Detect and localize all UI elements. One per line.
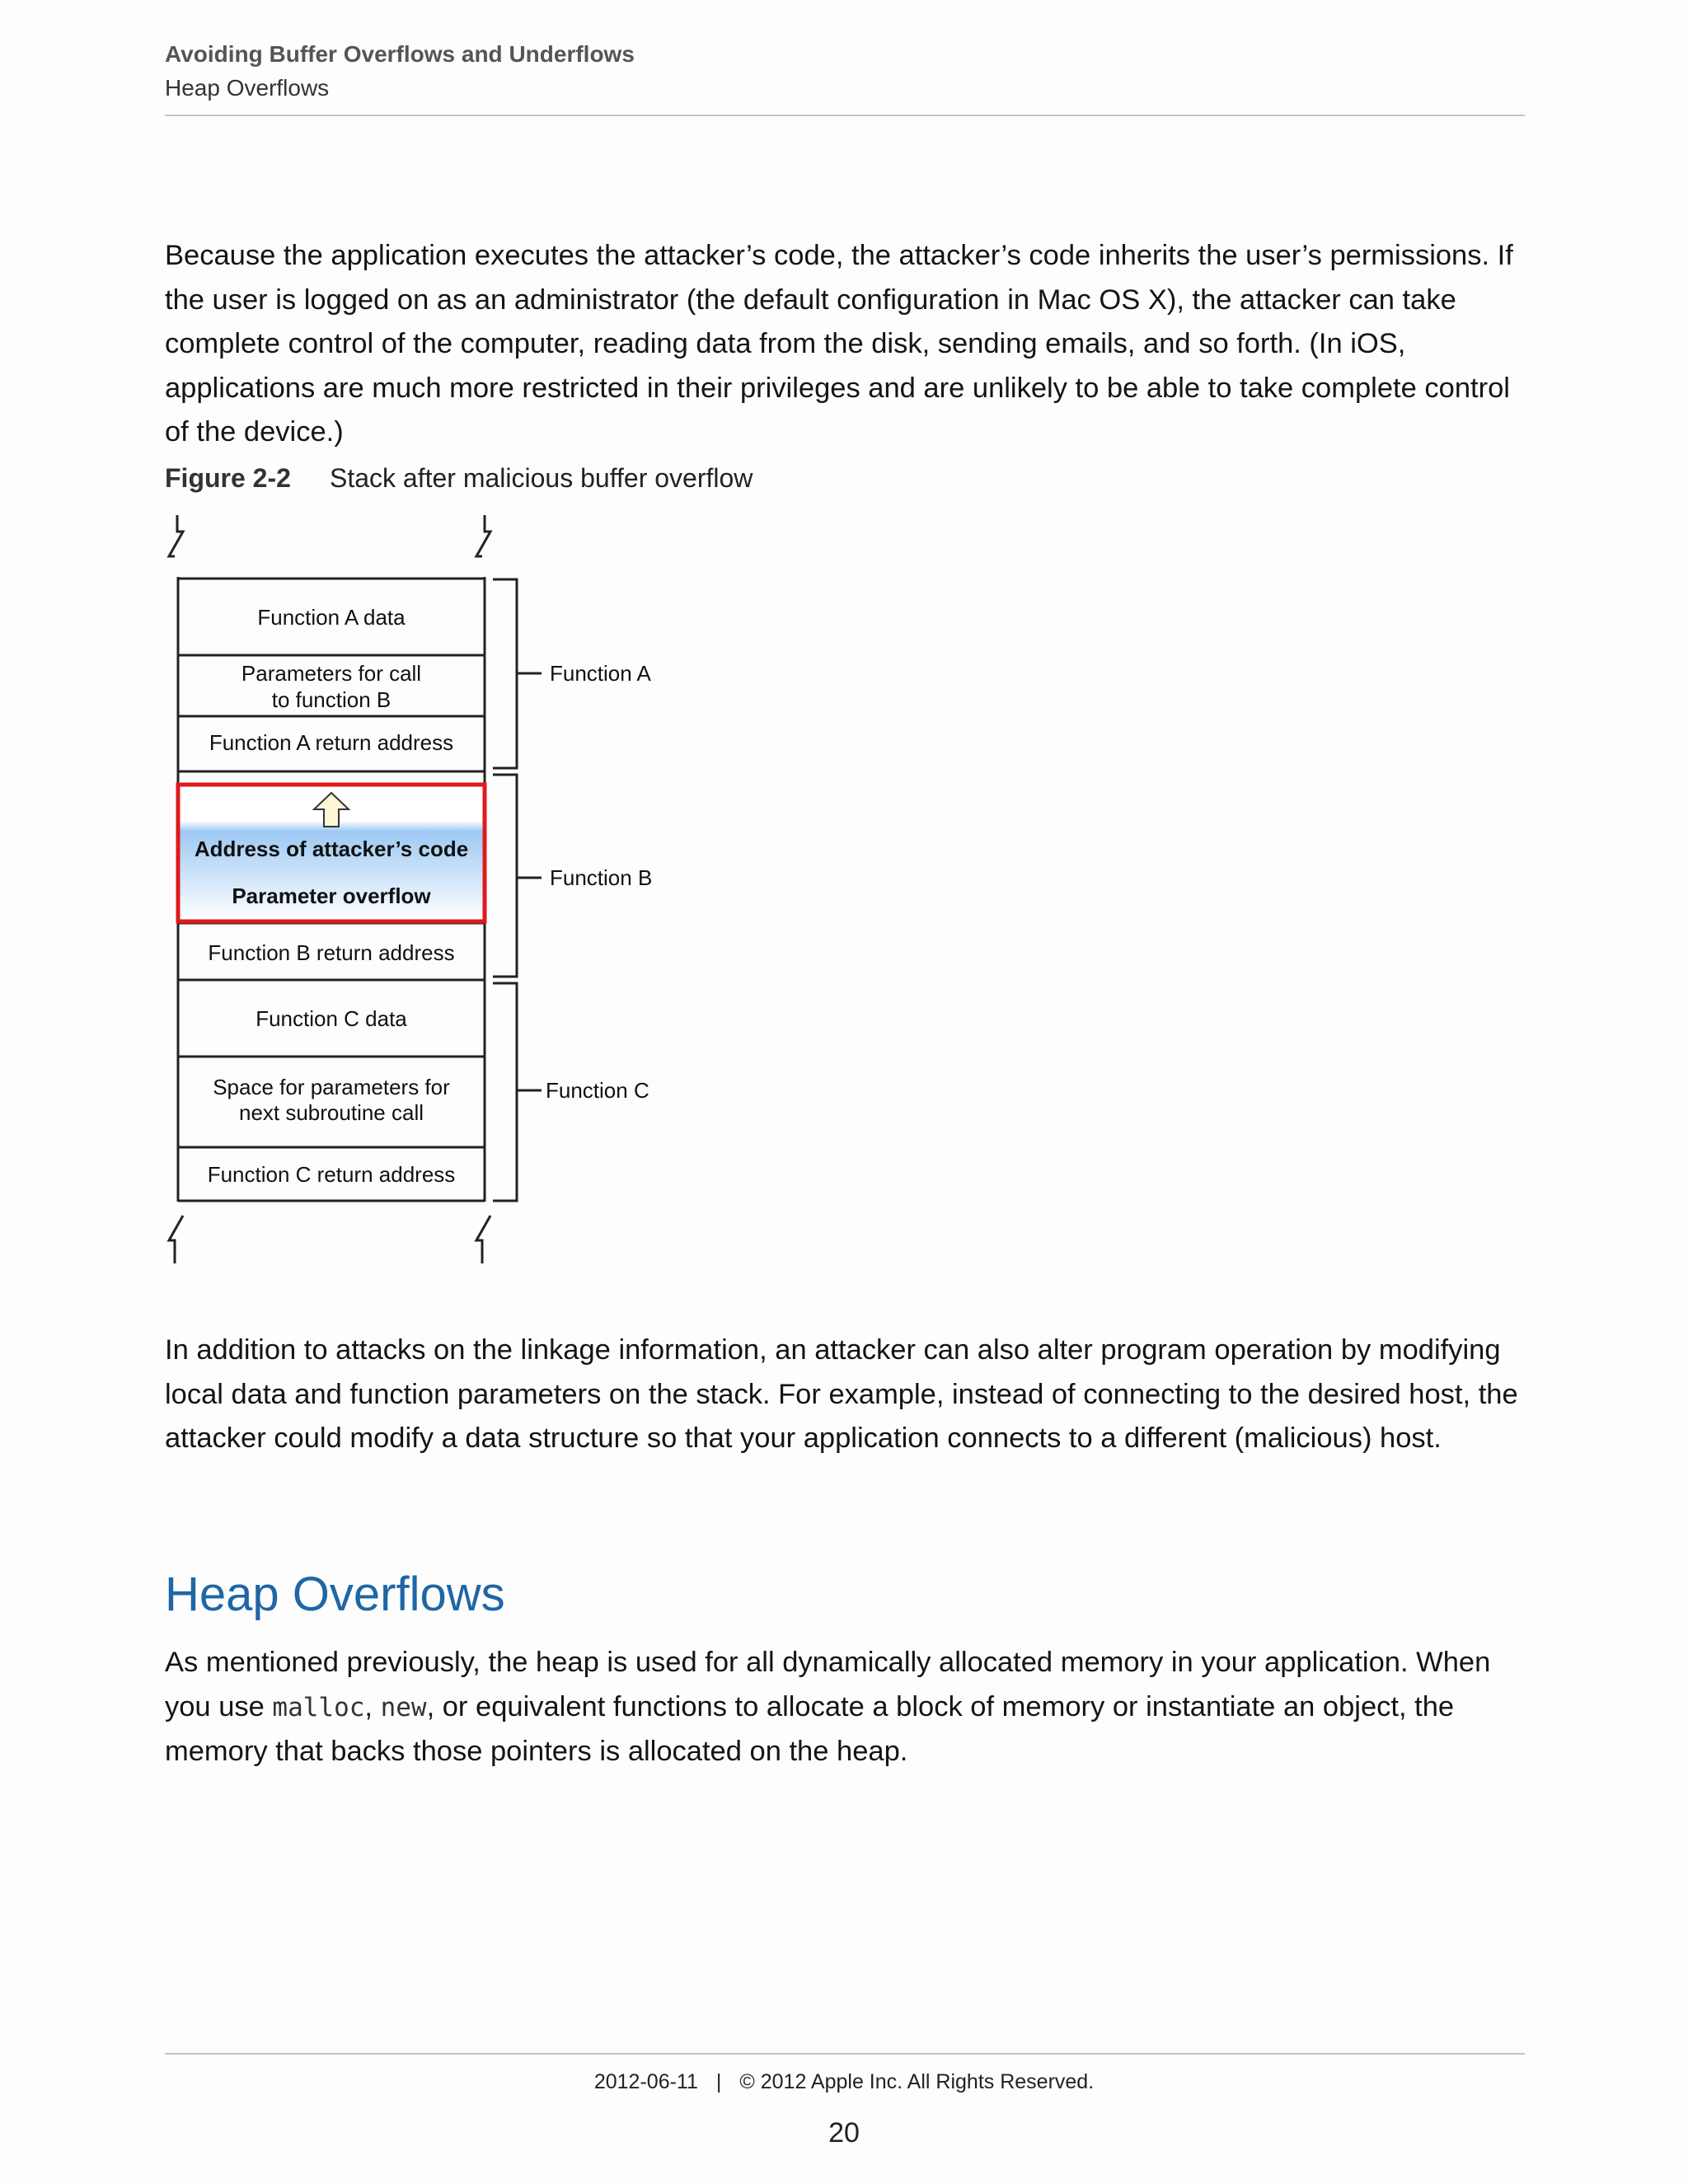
break-mark-bottom-left [169,1216,183,1263]
heading-heap-overflows: Heap Overflows [165,1568,505,1621]
cell-function-b-return: Function B return address [208,940,455,965]
cell-function-a-return: Function A return address [209,730,454,755]
footer-copyright: © 2012 Apple Inc. All Rights Reserved. [739,2070,1095,2093]
page-number: 20 [828,2117,860,2149]
footer [0,2067,1688,2097]
section-title: Heap Overflows [165,75,330,101]
cell-function-a-data: Function A data [257,605,406,630]
paragraph-permissions: Because the application executes the attacker’s code, the attacker’s code inherits the user’s permissions. If the user is logged on as an administrator (the default configuration in Mac OS X), the attacker can take complete control of the computer, reading data from the disk, sending emails, and so forth. (In iOS, applications are much more restricted in their privileges and are unlikely to be able to take complete control of the device.) [165,240,1513,448]
figure-number: Figure 2-2 [165,463,291,493]
paragraph-heap [165,1641,1525,1774]
chapter-title: Avoiding Buffer Overflows and Underflows [165,41,635,67]
paragraph-heap-text-1: As mentioned previously, the heap is used for all dynamically allocated memory in your application. When you use [165,1647,1491,1722]
function-brackets [493,579,542,1201]
cell-attacker-code-address: Address of attacker’s code [194,837,469,861]
group-label-function-b: Function B [550,865,653,890]
cell-params-call-line2: to function B [271,687,392,712]
cell-function-c-data: Function C data [256,1006,407,1031]
break-mark-top-right [476,515,490,556]
footer-rule [165,2053,1525,2055]
footer-separator: | [715,2070,722,2093]
code-new: new [380,1692,427,1722]
group-label-function-a: Function A [550,661,651,686]
paragraph-heap-separator: , [364,1690,381,1722]
break-mark-top-left [169,515,183,556]
cell-params-call-line1: Parameters for call [241,661,422,686]
figure-title: Stack after malicious buffer overflow [330,463,753,493]
paragraph-heap-text-2: , or equivalent functions to allocate a block of memory or instantiate an object, the memory that backs those pointers is allocated on the heap. [165,1690,1455,1767]
cell-function-c-return: Function C return address [207,1162,456,1187]
figure-caption [165,462,753,494]
cell-parameter-overflow: Parameter overflow [232,883,431,908]
cell-space-params-line2: next subroutine call [238,1100,424,1125]
header-rule [165,115,1525,116]
break-mark-bottom-right [476,1216,490,1263]
paragraph-local-data: In addition to attacks on the linkage information, an attacker can also alter program operation by modifying local data and function parameters on the stack. For example, instead of connecting to the desired host, the attacker could modify a data structure so that your application connects to a different (malicious) host. [165,1334,1518,1454]
stack-diagram [157,507,717,1273]
cell-space-params-line1: Space for parameters for [213,1075,450,1099]
group-label-function-c: Function C [546,1078,649,1103]
footer-date: 2012-06-11 [593,2070,698,2093]
code-malloc: malloc [272,1692,365,1722]
running-header [165,38,1525,105]
